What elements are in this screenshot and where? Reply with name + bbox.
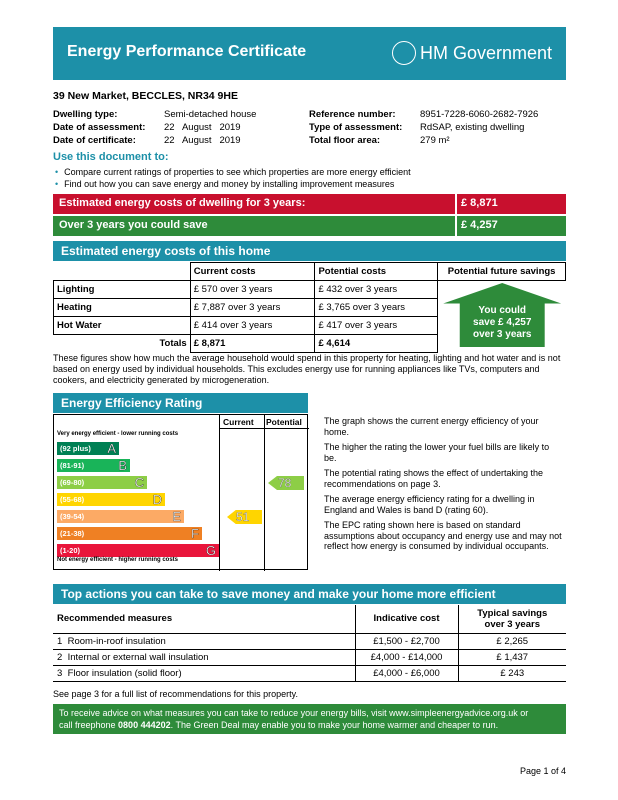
page-title: Energy Performance Certificate [67,43,307,60]
certificate-date-label: Date of certificate: [53,135,136,146]
potential-rating-value: 78 [278,476,292,490]
hm-government-logo [392,41,552,65]
rating-band-d: (55-68) D [57,493,165,506]
savings-bar: Over 3 years you could save £ 4,257 [53,216,566,236]
see-page-note: See page 3 for a full list of recommendations for this property. [53,689,298,699]
potential-col-header: Potential [266,417,302,427]
dwelling-type-value: Semi-detached house [164,109,257,120]
rating-band-e: (39-54) E [57,510,184,523]
dwelling-type-label: Dwelling type: [53,109,118,120]
certificate-date-value: 22 August 2019 [164,135,241,146]
efficient-label: Very energy efficient - lower running costs [57,431,179,437]
costs-note: These figures show how much the average household would spend in this property for heating, lighting and hot water and is not based on energy used by individual households. This excludes energy use for running appliances like TVs, computers and cookers, and electricity generated by microgeneration. [53,353,561,385]
costs-section-title: Estimated energy costs of this home [53,241,566,261]
table-row: Lighting £ 570 over 3 years £ 432 over 3 years You could save £ 4,257 over 3 years [54,281,566,299]
rating-band-f: (21-38) F [57,527,202,540]
table-row: 3 Floor insulation (solid floor) £4,000 - £6,000 £ 243 [53,665,566,681]
assessment-type-label: Type of assessment: [309,122,403,133]
header-banner [53,27,566,80]
freephone-number: 0800 444202 [118,720,171,730]
current-col-header: Current [223,417,254,427]
floor-area-label: Total floor area: [309,135,381,146]
assessment-date-label: Date of assessment: [53,122,146,133]
table-row: 2 Internal or external wall insulation £4,000 - £14,000 £ 1,437 [53,649,566,665]
floor-area-value: 279 m² [420,135,450,146]
rating-band-b: (81-91) B [57,459,130,472]
measures-table: Recommended measures Indicative cost Typical savings over 3 years 1 Room-in-roof insulation £1,500 - £2,700 £ 2,265 2 Internal or external wall insulation £4,000 - £14,000 £ 1,437 3 Floor insulation (solid floor) £4,000 - £6,000 £ 243 [53,605,566,682]
reference-value: 8951-7228-6060-2682-7926 [420,109,539,120]
bullet-item: • Find out how you can save energy and money by installing improvement measures [55,179,395,189]
rating-info: The graph shows the current energy efficiency of your home. The higher the rating the lower your fuel bills are likely to be. The potential rating shows the effect of undertaking the recommendations on page 3. The average energy efficiency rating for a dwelling in England and Wales is band D (rating 60). The EPC rating shown here is based on standard assumptions about occupancy and energy use and may not reflect how energy is consumed by individual occupants. [324,416,562,551]
crest-icon [392,41,416,65]
table-row: Heating £ 7,887 over 3 years £ 3,765 over 3 years [54,299,566,317]
rating-band-a: (92 plus) A [57,442,119,455]
rating-band-c: (69-80) C [57,476,147,489]
reference-label: Reference number: [309,109,396,120]
inefficient-label: Not energy efficient - higher running costs [57,557,179,563]
table-row: Hot Water £ 414 over 3 years £ 417 over 3 years [54,317,566,335]
totals-row: Totals £ 8,871 £ 4,614 [54,335,566,353]
table-row: 1 Room-in-roof insulation £1,500 - £2,700 £ 2,265 [53,633,566,649]
use-document-title: Use this document to: [53,151,169,163]
page-number: Page 1 of 4 [520,766,567,776]
current-rating-value: 51 [236,510,250,524]
gov-label: HM Government [419,42,552,63]
actions-section-title: Top actions you can take to save money and make your home more efficient [53,584,566,604]
rating-section-title: Energy Efficiency Rating [53,393,308,413]
assessment-type-value: RdSAP, existing dwelling [420,122,525,133]
bullet-item: • Compare current ratings of properties to see which properties are more energy efficient [55,167,411,177]
rating-chart [53,414,308,570]
advice-footer: To receive advice on what measures you can take to reduce your energy bills, visit www.simpleenergyadvice.org.uk or call freephone 0800 444202. The Green Deal may enable you to make your home warmer and cheaper to run. [53,704,566,734]
rating-band-g: (1-20) G [57,544,219,557]
assessment-date-value: 22 August 2019 [164,122,241,133]
costs-table: Current costs Potential costs Potential future savings Lighting £ 570 over 3 years £ 432 over 3 years You could save £ 4,257 over 3 years Heating £ 7,887 over 3 years £ 3,765 over 3 years Hot Water £ 414 over 3 years £ 417 over 3 years Totals £ 8,871 £ 4,614 [53,262,566,353]
estimated-cost-bar: Estimated energy costs of dwelling for 3 years: £ 8,871 [53,194,566,214]
property-address: 39 New Market, BECCLES, NR34 9HE [53,90,238,102]
